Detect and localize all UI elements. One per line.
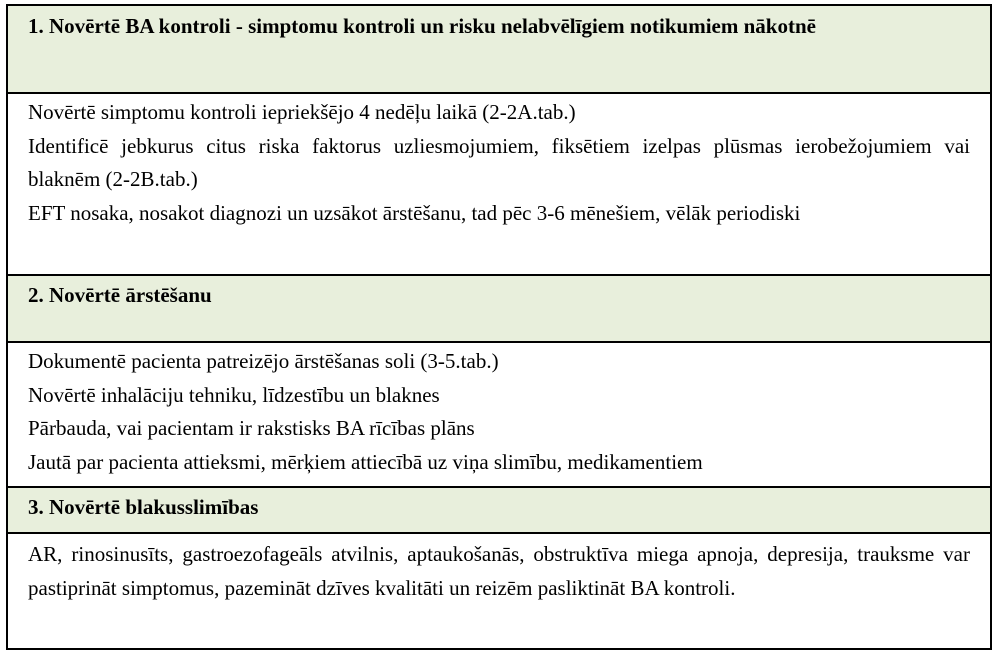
section-1-heading: [8, 6, 990, 94]
section-item: Pārbauda, vai pacientam ir rakstisks BA rīcības plāns: [28, 416, 475, 440]
section-heading-text: 1. Novērtē BA kontroli - simptomu kontroli un risku nelabvēlīgiem notikumiem nākotnē: [28, 14, 816, 38]
section-2-body: [8, 343, 990, 488]
section-3-body: [8, 534, 990, 648]
section-heading-text: 3. Novērtē blakusslimības: [28, 495, 259, 519]
section-item: EFT nosaka, nosakot diagnozi un uzsākot ārstēšanu, tad pēc 3-6 mēnešiem, vēlāk periodiski: [28, 200, 801, 225]
section-3-heading: [8, 488, 990, 534]
section-item: Identificē jebkurus citus riska faktorus uzliesmojumiem, fiksētiem izelpas plūsmas ierobežojumiem vai blaknēm (2-2B.tab.): [28, 133, 970, 191]
section-item: AR, rinosinusīts, gastroezofageāls atvilnis, aptaukošanās, obstruktīva miega apnoja, depresija, trauksme var pastiprināt simptomus, pazemināt dzīves kvalitāti un reizēm pasliktināt BA kontroli.: [28, 542, 970, 600]
section-2-heading: [8, 276, 990, 343]
section-item: Novērtē inhalāciju tehniku, līdzestību un blaknes: [28, 382, 440, 407]
section-1-body: [8, 94, 990, 276]
section-item: Novērtē simptomu kontroli iepriekšējo 4 nedēļu laikā (2-2A.tab.): [28, 100, 576, 124]
section-heading-text: 2. Novērtē ārstēšanu: [28, 283, 212, 307]
assessment-table: [6, 4, 992, 650]
section-item: Jautā par pacienta attieksmi, mērķiem attiecībā uz viņa slimību, medikamentiem: [28, 449, 703, 474]
section-item: Dokumentē pacienta patreizējo ārstēšanas soli (3-5.tab.): [28, 349, 499, 373]
